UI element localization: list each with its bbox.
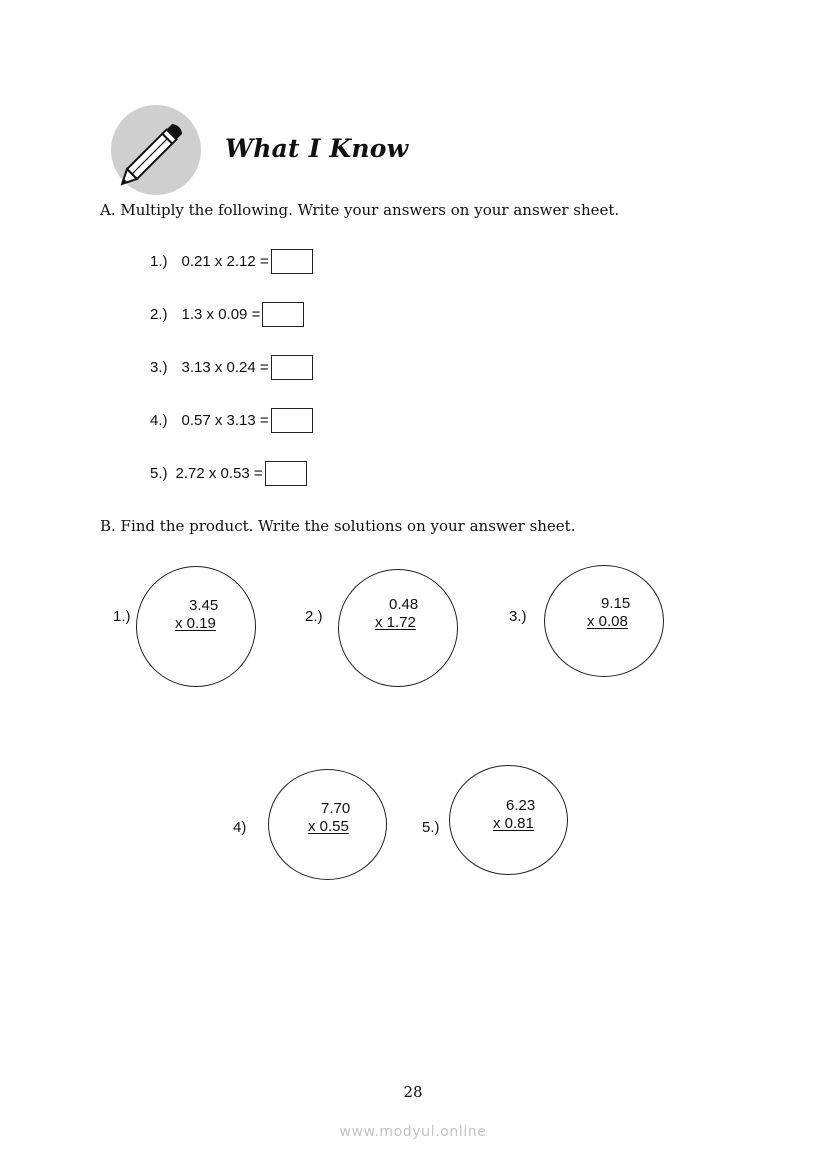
section-b-problem-3-number: 3.) [509,608,527,625]
top-number: 6.23 [506,797,536,814]
problem-number: 5.) [150,465,168,482]
top-number: 7.70 [321,800,351,817]
problem-expression: 2.72 x 0.53 = [175,465,263,482]
answer-box[interactable] [271,408,313,433]
section-b-problem-4-circle [268,769,387,880]
section-a-problem-4 [150,408,313,433]
answer-box[interactable] [262,302,304,327]
section-b-instruction: B. Find the product. Write the solutions on your answer sheet. [100,517,576,535]
answer-box[interactable] [265,461,307,486]
page-title: What I Know [225,134,409,163]
page-number: 28 [403,1083,423,1101]
section-b-problem-1-number: 1.) [113,608,131,625]
problem-number: 1.) [150,253,168,270]
answer-box[interactable] [271,249,313,274]
top-number: 0.48 [389,596,419,613]
section-b-problem-5-number: 5.) [422,819,440,836]
section-a-problem-1 [150,249,313,274]
section-b-problem-1-circle [136,566,256,687]
problem-expression: 3.13 x 0.24 = [181,359,269,376]
section-b-problem-2-number: 2.) [305,608,323,625]
section-b-problem-4-number: 4) [233,819,247,836]
header-badge [111,105,201,195]
section-a-instruction: A. Multiply the following. Write your answers on your answer sheet. [100,201,620,219]
section-a-problem-3 [150,355,313,380]
top-number: 3.45 [189,597,219,614]
pencil-icon [111,105,201,195]
problem-expression: 1.3 x 0.09 = [181,306,261,323]
section-a-problem-2 [150,302,304,327]
section-b-problem-5-circle [449,765,568,875]
problem-expression: 0.57 x 3.13 = [181,412,269,429]
section-b-problem-3-circle [544,565,664,677]
multiplier: x 0.08 [587,613,628,630]
section-b-problem-2-circle [338,569,458,687]
answer-box[interactable] [271,355,313,380]
multiplier: x 1.72 [375,614,416,631]
watermark: www.modyul.online [339,1124,487,1140]
problem-number: 2.) [150,306,168,323]
multiplier: x 0.19 [175,615,216,632]
multiplier: x 0.55 [308,818,349,835]
section-a-problem-5 [150,461,307,486]
multiplier: x 0.81 [493,815,534,832]
problem-number: 4.) [150,412,168,429]
problem-number: 3.) [150,359,168,376]
top-number: 9.15 [601,595,631,612]
problem-expression: 0.21 x 2.12 = [181,253,269,270]
